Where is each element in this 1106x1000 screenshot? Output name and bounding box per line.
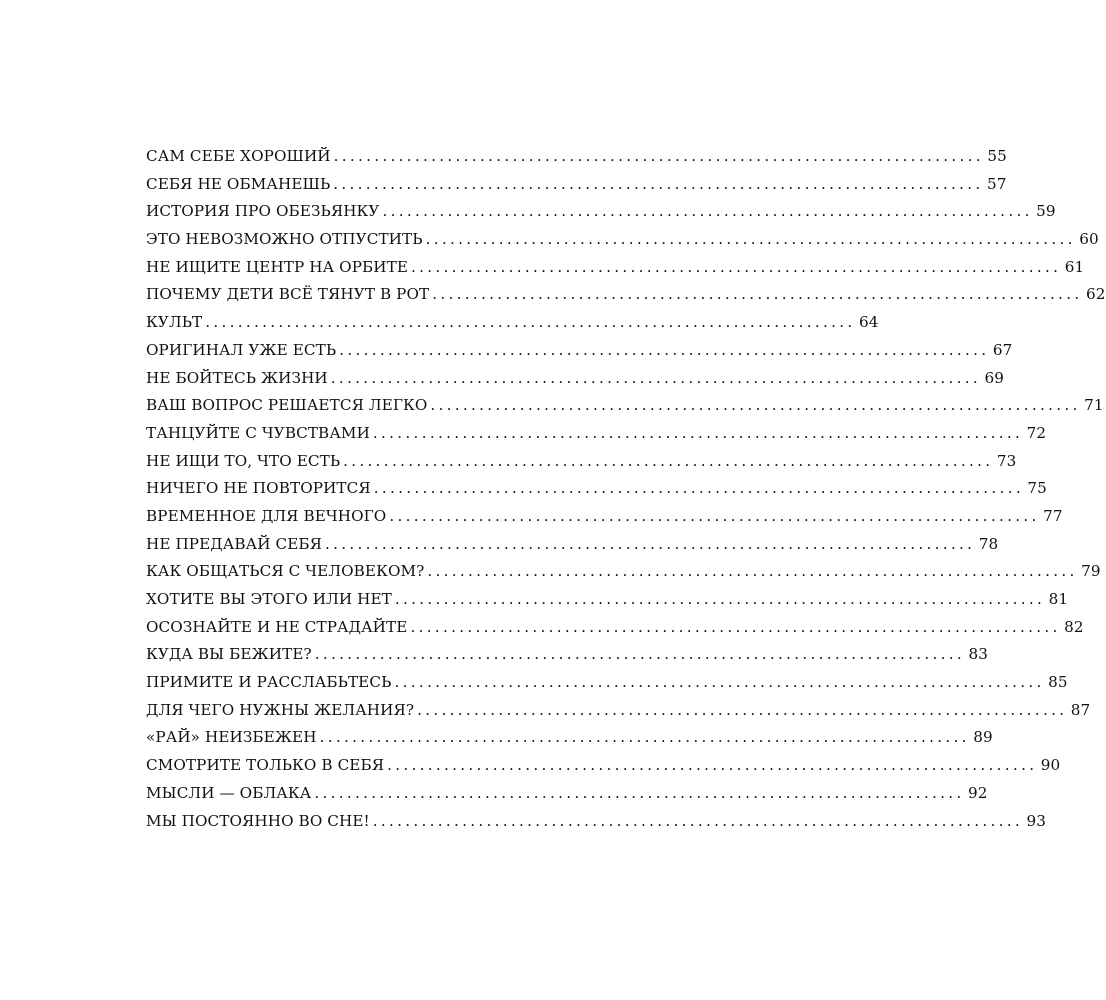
dot-leader: ................................................................................ [372, 423, 1024, 442]
dot-leader: ................................................................................ [325, 534, 976, 553]
toc-entry-title: ОРИГИНАЛ УЖЕ ЕСТЬ [146, 340, 337, 359]
dot-leader: ................................................................................ [372, 811, 1023, 830]
toc-entry-title: ДЛЯ ЧЕГО НУЖНЫ ЖЕЛАНИЯ? [146, 700, 415, 719]
toc-entry-page: 62 [1085, 285, 1106, 304]
dot-leader: ................................................................................ [339, 340, 990, 359]
toc-entry-page: 59 [1036, 202, 1056, 221]
dot-leader: ................................................................................ [387, 756, 1038, 775]
toc-entry[interactable] [146, 309, 879, 337]
toc-entry-page: 71 [1084, 396, 1104, 415]
toc-entry[interactable] [146, 420, 1047, 448]
toc-entry-title: НЕ ПРЕДАВАЙ СЕБЯ [146, 534, 323, 553]
toc-entry[interactable] [146, 724, 993, 752]
toc-entry-title: СМОТРИТЕ ТОЛЬКО В СЕБЯ [146, 756, 385, 775]
toc-entry-title: НЕ ИЩИТЕ ЦЕНТР НА ОРБИТЕ [146, 257, 409, 276]
toc-entry-title: ЭТО НЕВОЗМОЖНО ОТПУСТИТЬ [146, 230, 423, 249]
toc-entry-title: МЫ ПОСТОЯННО ВО СНЕ! [146, 811, 370, 830]
toc-entry[interactable] [146, 198, 1056, 226]
toc-entry-page: 64 [858, 313, 879, 332]
toc-entry[interactable] [146, 475, 1047, 503]
toc-entry[interactable] [146, 586, 1069, 614]
toc-entry[interactable] [146, 143, 1007, 171]
dot-leader: ................................................................................ [394, 673, 1045, 692]
toc-entry-page: 75 [1027, 479, 1047, 498]
toc-entry-title: КАК ОБЩАТЬСЯ С ЧЕЛОВЕКОМ? [146, 562, 425, 581]
toc-entry[interactable] [146, 503, 1063, 531]
toc-entry-title: ИСТОРИЯ ПРО ОБЕЗЬЯНКУ [146, 202, 380, 221]
toc-entry-page: 83 [968, 645, 988, 664]
dot-leader: ................................................................................ [343, 451, 994, 470]
dot-leader: ................................................................................ [330, 368, 981, 387]
dot-leader: ................................................................................ [333, 147, 984, 165]
toc-entry[interactable] [146, 281, 1106, 309]
toc-entry-page: 87 [1070, 700, 1091, 719]
toc-entry-page: 92 [968, 783, 988, 802]
toc-entry[interactable] [146, 254, 1085, 282]
toc-entry[interactable] [146, 337, 1013, 365]
toc-entry-title: ХОТИТЕ ВЫ ЭТОГО ИЛИ НЕТ [146, 590, 392, 608]
toc-entry-title: ВАШ ВОПРОС РЕШАЕТСЯ ЛЕГКО [146, 396, 428, 415]
toc-entry-title: МЫСЛИ — ОБЛАКА [146, 783, 312, 802]
dot-leader: ................................................................................ [373, 479, 1024, 498]
toc-entry-title: ОСОЗНАЙТЕ И НЕ СТРАДАЙТЕ [146, 617, 408, 636]
toc-entry-page: 93 [1026, 811, 1046, 830]
toc-entry-page: 57 [986, 174, 1007, 193]
dot-leader: ................................................................................ [411, 257, 1062, 276]
toc-entry[interactable] [146, 669, 1068, 697]
toc-entry-page: 55 [987, 147, 1007, 165]
dot-leader: ................................................................................ [432, 285, 1083, 304]
toc-entry-page: 61 [1064, 257, 1085, 276]
toc-entry-title: СЕБЯ НЕ ОБМАНЕШЬ [146, 174, 331, 193]
toc-entry[interactable] [146, 641, 988, 669]
toc-entry-page: 85 [1048, 673, 1068, 692]
toc-entry-title: ТАНЦУЙТЕ С ЧУВСТВАМИ [146, 423, 370, 442]
toc-entry-page: 90 [1040, 756, 1061, 775]
toc-entry-title: НИЧЕГО НЕ ПОВТОРИТСЯ [146, 479, 371, 498]
toc-entry-title: «РАЙ» НЕИЗБЕЖЕН [146, 728, 317, 747]
toc-entry-title: ПРИМИТЕ И РАССЛАБЬТЕСЬ [146, 673, 392, 692]
toc-entry-page: 73 [996, 451, 1017, 470]
toc-entry[interactable] [146, 808, 1046, 836]
toc-entry-title: ВРЕМЕННОЕ ДЛЯ ВЕЧНОГО [146, 506, 387, 525]
toc-entry-title: ПОЧЕМУ ДЕТИ ВСЁ ТЯНУТ В РОТ [146, 285, 430, 304]
dot-leader: ................................................................................ [382, 202, 1033, 221]
toc-entry[interactable] [146, 448, 1017, 476]
dot-leader: ................................................................................ [314, 783, 965, 802]
toc-entry-title: КУДА ВЫ БЕЖИТЕ? [146, 645, 312, 664]
toc-entry[interactable] [146, 697, 1091, 725]
dot-leader: ................................................................................ [427, 562, 1078, 581]
dot-leader: ................................................................................ [425, 230, 1076, 249]
toc-entry-page: 60 [1079, 230, 1099, 249]
dot-leader: ................................................................................ [333, 174, 984, 193]
toc-entry[interactable] [146, 226, 1099, 254]
toc-entry-page: 69 [984, 368, 1004, 387]
dot-leader: ................................................................................ [319, 728, 970, 747]
toc-entry-page: 78 [978, 534, 999, 553]
toc-entry[interactable] [146, 392, 1104, 420]
toc-entry[interactable] [146, 752, 1061, 780]
toc-entry[interactable] [146, 171, 1007, 199]
toc-entry-title: НЕ ИЩИ ТО, ЧТО ЕСТЬ [146, 451, 341, 470]
toc-entry-title: САМ СЕБЕ ХОРОШИЙ [146, 147, 331, 165]
toc-entry-page: 67 [992, 340, 1013, 359]
toc-entry-page: 89 [973, 728, 993, 747]
dot-leader: ................................................................................ [394, 590, 1046, 608]
table-of-contents [146, 143, 1106, 835]
toc-entry[interactable] [146, 780, 988, 808]
toc-entry-page: 82 [1064, 617, 1084, 636]
toc-entry-page: 81 [1048, 590, 1069, 608]
toc-entry[interactable] [146, 531, 999, 559]
toc-entry-page: 72 [1026, 423, 1047, 442]
toc-entry[interactable] [146, 365, 1004, 393]
toc-entry-page: 79 [1081, 562, 1101, 581]
dot-leader: ................................................................................ [430, 396, 1081, 415]
toc-entry-title: КУЛЬТ [146, 313, 203, 332]
dot-leader: ................................................................................ [205, 313, 856, 332]
dot-leader: ................................................................................ [314, 645, 965, 664]
toc-entry-title: НЕ БОЙТЕСЬ ЖИЗНИ [146, 368, 328, 387]
dot-leader: ................................................................................ [410, 617, 1061, 636]
toc-entry[interactable] [146, 558, 1101, 586]
toc-entry-page: 77 [1043, 506, 1063, 525]
dot-leader: ................................................................................ [417, 700, 1068, 719]
dot-leader: ................................................................................ [389, 506, 1040, 525]
toc-entry[interactable] [146, 614, 1084, 642]
